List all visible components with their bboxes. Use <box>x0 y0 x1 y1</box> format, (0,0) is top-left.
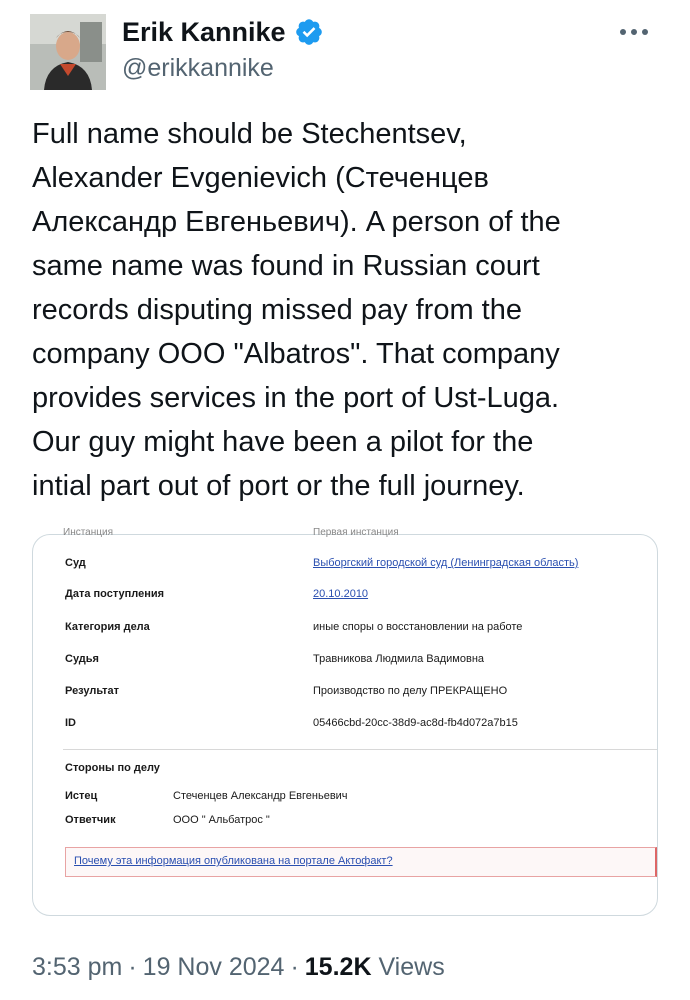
tweet-text-line: intial part out of port or the full journey. <box>32 470 525 502</box>
record-label: ID <box>65 717 76 729</box>
tweet-text-line: Александр Евгеньевич). A person of the <box>32 206 561 238</box>
author-handle[interactable]: @erikkannike <box>122 54 274 82</box>
record-row-id <box>33 711 657 735</box>
more-horizontal-icon <box>619 28 649 36</box>
tweet-text-line: Full name should be Stechentsev, <box>32 118 467 150</box>
clipped-value: Первая инстанция <box>313 527 399 538</box>
separator-dot: · <box>128 953 137 981</box>
tweet-text-line: records disputing missed pay from the <box>32 294 522 326</box>
avatar[interactable] <box>30 14 106 90</box>
record-value: иные споры о восстановлении на работе <box>313 621 523 633</box>
parties-heading: Стороны по делу <box>65 762 160 774</box>
verified-badge-icon[interactable] <box>294 17 324 47</box>
views-count[interactable]: 15.2K <box>304 953 372 981</box>
record-label: Дата поступления <box>65 588 165 600</box>
record-row-date <box>33 582 657 606</box>
tweet-text-line: company OOO "Albatros". That company <box>32 338 560 370</box>
person-photo-avatar <box>30 14 106 90</box>
record-label: Результат <box>65 685 120 697</box>
tweet-text-line: Our guy might have been a pilot for the <box>32 426 534 458</box>
tweet-meta <box>32 950 445 984</box>
views-label[interactable]: Views <box>378 953 445 981</box>
tweet-time[interactable]: 3:53 pm <box>32 953 123 981</box>
record-label: Судья <box>65 653 99 665</box>
record-row-result <box>33 679 657 703</box>
author-name-text[interactable]: Erik Kannike <box>122 17 286 47</box>
party-value: ООО " Альбатрос " <box>173 814 270 826</box>
divider <box>63 749 657 750</box>
separator-dot: · <box>290 953 299 981</box>
record-value: Травникова Людмила Вадимовна <box>313 653 485 665</box>
info-link: Почему эта информация опубликована на портале Актофакт? <box>74 855 393 867</box>
tweet-text-line: provides services in the port of Ust-Luga. <box>32 382 560 414</box>
party-row-defendant <box>33 809 657 831</box>
record-value-link: Выборгский городской суд (Ленинградская область) <box>313 557 579 569</box>
record-label: Суд <box>65 557 86 569</box>
record-value: Производство по делу ПРЕКРАЩЕНО <box>313 685 508 697</box>
author-display-name[interactable] <box>122 14 324 50</box>
party-value: Стеченцев Александр Евгеньевич <box>173 790 348 802</box>
tweet-date[interactable]: 19 Nov 2024 <box>142 953 285 981</box>
tweet-text <box>32 112 662 508</box>
record-row-court <box>33 551 657 575</box>
info-notice-box <box>65 847 657 877</box>
party-label: Ответчик <box>65 814 116 826</box>
tweet-text-line: same name was found in Russian court <box>32 250 540 282</box>
party-label: Истец <box>65 790 98 802</box>
record-row-category <box>33 615 657 639</box>
tweet-text-line: Alexander Evgenievich (Стеченцев <box>32 162 489 194</box>
record-value: 05466cbd-20cc-38d9-ac8d-fb4d072a7b15 <box>313 717 518 729</box>
record-value-link: 20.10.2010 <box>313 588 369 600</box>
more-options-button[interactable] <box>612 18 656 46</box>
clipped-label: Инстанция <box>63 527 113 538</box>
record-row-judge <box>33 647 657 671</box>
party-row-plaintiff <box>33 785 657 807</box>
attached-image[interactable] <box>32 527 658 916</box>
record-label: Категория дела <box>65 621 150 633</box>
